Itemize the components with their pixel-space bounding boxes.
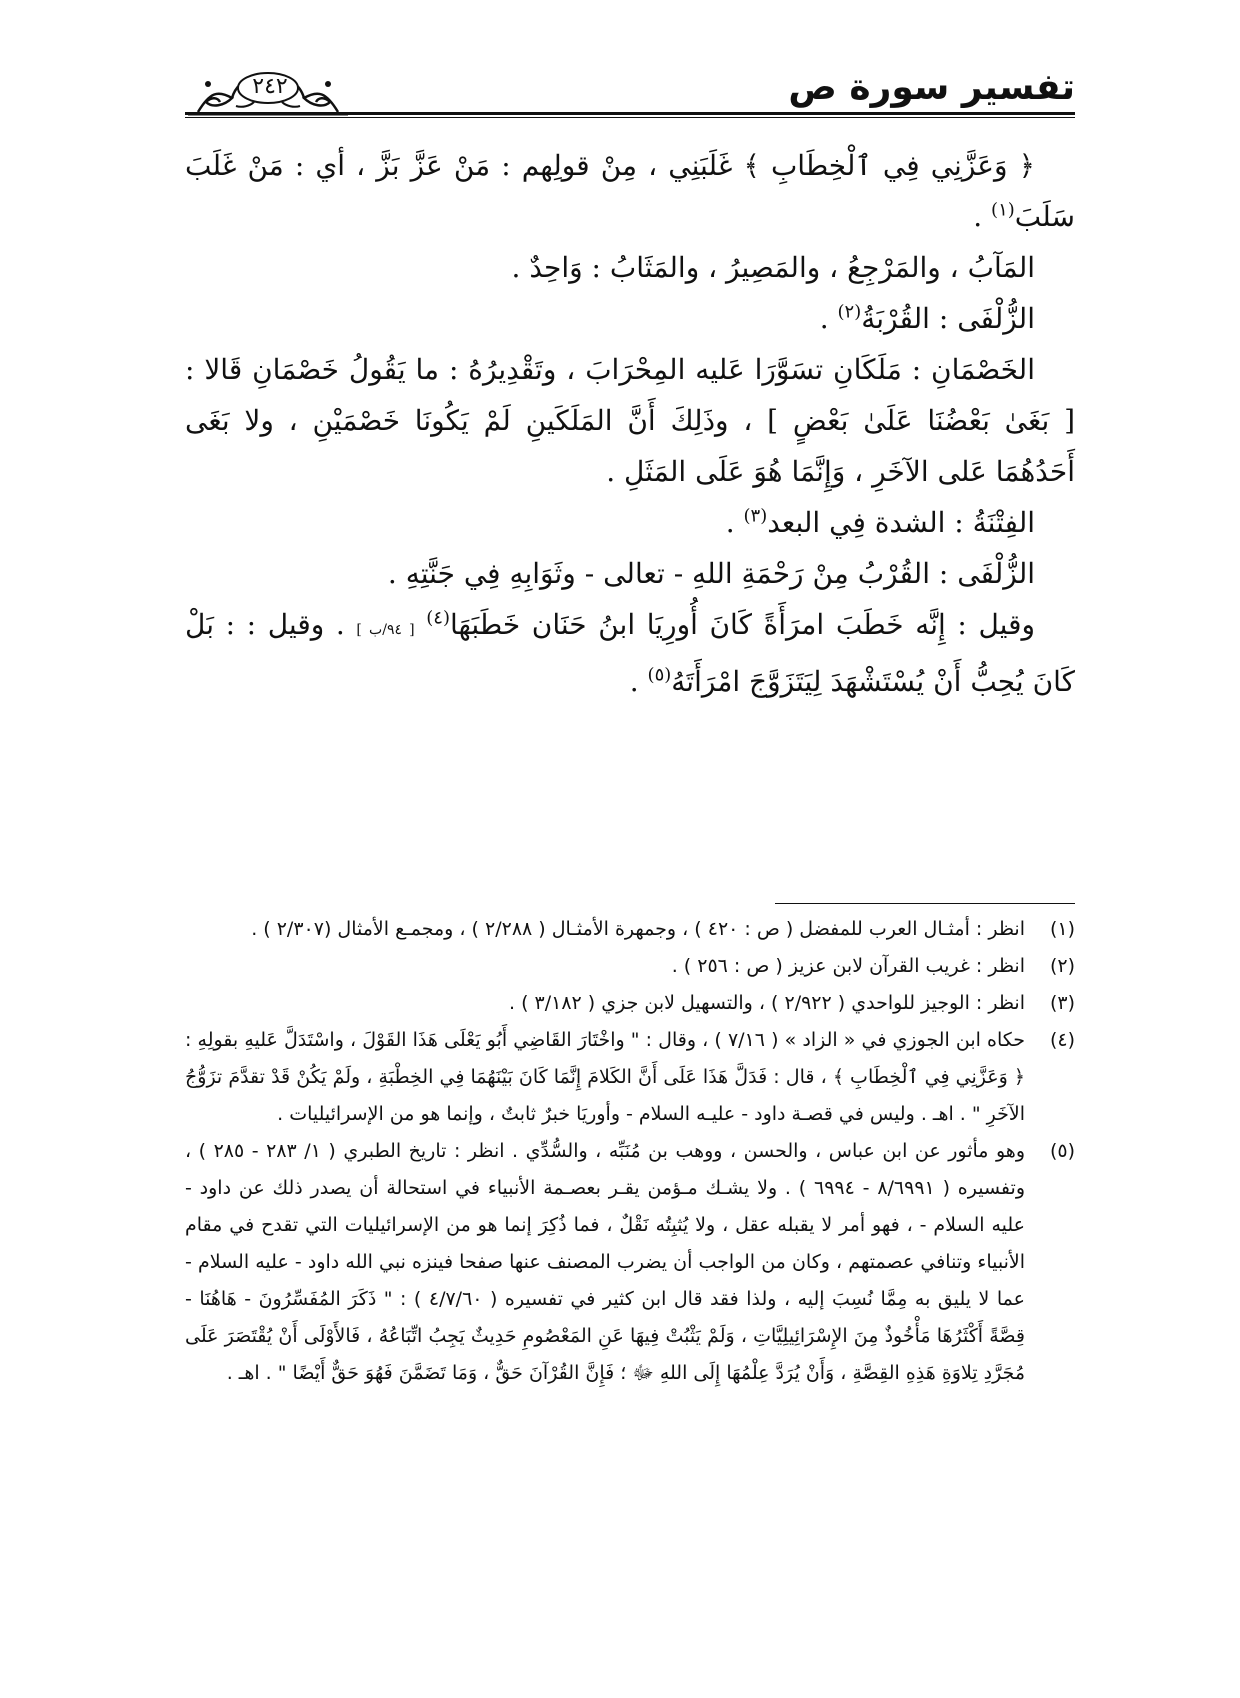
header-divider xyxy=(185,112,1075,115)
footnote-1 xyxy=(185,911,1075,948)
footnote-3 xyxy=(185,985,1075,1022)
paragraph-1-end: . xyxy=(973,200,983,233)
footnote-text: انظر : غريب القرآن لابن عزيز ( ص : ٢٥٦ ) . xyxy=(671,955,1025,977)
footnote-ref-2[interactable]: (٢) xyxy=(837,301,862,323)
footnote-text: انظر : أمثـال العرب للمفضل ( ص : ٤٢٠ ) ، وجمهرة الأمثـال ( ٢/٢٨٨ ) ، ومجمـع الأمثال (٢/٣٠٧ ) . xyxy=(251,918,1025,940)
footnote-number: (٤) xyxy=(1049,1029,1075,1051)
paragraph-7-text-b: . وقيل : : بَلْ كَانَ يُحِبُّ أَنْ يُسْتَشْهَدَ لِيَتَزَوَّجَ امْرَأَتَهُ xyxy=(185,608,1075,698)
footnote-2 xyxy=(185,948,1075,985)
page-number: ٢٤٢ xyxy=(252,74,288,99)
footnote-number: (٥) xyxy=(1049,1140,1075,1162)
footnote-number: (٣) xyxy=(1049,992,1075,1014)
paragraph-1-text: ﴿ وَعَزَّنِي فِي ٱلْخِطَابِ ﴾ غَلَبَنِي ، مِنْ قولِهم : مَنْ عَزَّ بَزَّ ، أي : مَنْ غَلَبَ سَلَبَ xyxy=(185,149,1075,233)
paragraph-5 xyxy=(185,497,1075,548)
footnote-text: وهو مأثور عن ابن عباس ، والحسن ، ووهب بن مُنَبِّه ، والسُّدِّي . انظر : تاريخ الطبري ( ١/ ٢٨٣ - ٢٨٥ ) ، وتفسيره ( ٨/٦٩٩١ - ٦٩٩٤ ) . ولا يشـك مـؤمن يقـر بعصـمة الأنبياء في استحالة أن يصدر ذلك عن داود - عليه السلام - ، فهو أمر لا يقبله عقل ، ولا يُثبِتُه نَقْلٌ ، فما ذُكِرَ إنما هو من الإسرائيليات التي تقدح في مقام الأنبياء وتنافي عصمتهم ، وكان من الواجب أن يضرب المصنف عنها صفحا فينزه نبي الله داود - عليه السلام - عما لا يليق به مِمَّا نُسِبَ إليه ، ولذا فقد قال ابن كثير في تفسيره ( ٤/٧/٦٠ ) : " ذَكَرَ المُفَسِّرُونَ - هَاهُنَا - قِصَّةً أَكْثَرُهَا مَأْخُوذٌ مِنَ الإِسْرَائِيلِيَّاتِ ، وَلَمْ يَثْبُتْ فِيهَا عَنِ المَعْصُومِ حَدِيثٌ يَجِبُ اتِّبَاعُهُ ، فَالأَوْلَى أَنْ يُقْتَصَرَ عَلَى مُجَرَّدِ تِلاوَةِ هَذِهِ القِصَّةِ ، وَأَنْ يُرَدَّ عِلْمُهَا إِلَى اللهِ ﷻ ؛ فَإِنَّ القُرْآنَ حَقٌّ ، وَمَا تَضَمَّنَ فَهُوَ حَقٌّ أَيْضًا " . اهـ . xyxy=(185,1140,1025,1384)
footnote-text: انظر : الوجيز للواحدي ( ٢/٩٢٢ ) ، والتسهيل لابن جزي ( ٣/١٨٢ ) . xyxy=(509,992,1025,1014)
footnote-4 xyxy=(185,1022,1075,1133)
manuscript-folio-marker: [ ٩٤/ب ] xyxy=(356,622,415,638)
paragraph-5-end: . xyxy=(725,506,735,539)
footnote-ref-1[interactable]: (١) xyxy=(991,199,1015,221)
paragraph-2: المَآبُ ، والمَرْجِعُ ، والمَصِيرُ ، والمَثَابُ : وَاحِدٌ . xyxy=(511,251,1035,284)
paragraph-3 xyxy=(185,293,1075,344)
paragraph-6: الزُّلْفَى : القُرْبُ مِنْ رَحْمَةِ اللهِ - تعالى - وثَوَابِهِ فِي جَنَّتِهِ . xyxy=(387,557,1035,590)
paragraph-3-text: الزُّلْفَى : القُرْبَةُ xyxy=(861,302,1035,335)
footnote-text: حكاه ابن الجوزي في « الزاد » ( ٧/١٦ ) ، وقال : " واخْتَارَ القَاضِي أَبُو يَعْلَى هَذَا القَوْلَ ، واسْتَدَلَّ عَليهِ بقولِهِ : ﴿ وَعَزَّنِي فِي ٱلْخِطَابِ ﴾ ، قال : فَدَلَّ هَذَا عَلَى أَنَّ الكَلامَ إِنَّمَا كَانَ بَيْنَهُمَا فِي الخِطْبَةِ ، ولَمْ يَكُنْ قَدْ تقدَّمَ تزَوُّجُ الآخَرِ " . اهـ . وليس في قصـة داود - عليـه السلام - وأوريَا خبرٌ ثابتٌ ، وإنما هو من الإسرائيليات . xyxy=(185,1029,1025,1125)
main-text xyxy=(185,140,1075,707)
footnote-ref-5[interactable]: (٥) xyxy=(647,664,672,686)
header-divider-thin xyxy=(185,117,1075,118)
footnote-ref-3[interactable]: (٣) xyxy=(743,505,768,527)
paragraph-7-end: . xyxy=(629,665,639,698)
page-title: تفسير سورة ص xyxy=(788,67,1075,108)
paragraph-7-text-a: وقيل : إِنَّه خَطَبَ امرَأَةً كَانَ أُورِيَا ابنُ حَنَان خَطَبَهَا xyxy=(449,608,1036,641)
paragraph-3-end: . xyxy=(819,302,829,335)
footnotes xyxy=(185,911,1075,1392)
paragraph-5-text: الفِتْنَةُ : الشدة فِي البعد xyxy=(767,506,1035,539)
footnote-5 xyxy=(185,1133,1075,1392)
footnote-ref-4[interactable]: (٤) xyxy=(426,607,450,629)
footnote-number: (٢) xyxy=(1049,955,1075,977)
paragraph-4: الخَصْمَانِ : مَلَكَانِ تسَوَّرَا عَليه المِحْرَابَ ، وتَقْدِيرُهُ : ما يَقُولُ خَصْمَانِ قَالا : [ بَغَىٰ بَعْضُنَا عَلَىٰ بَعْضٍ ] ، وذَلِكَ أَنَّ المَلَكَينِ لَمْ يَكُونَا خَصْمَيْنِ ، ولا بَغَى أَحَدُهُمَا عَلى الآخَرِ ، وَإِنَّمَا هُوَ عَلَى المَثَلِ . xyxy=(185,353,1075,488)
paragraph-7 xyxy=(185,599,1075,707)
footnote-divider xyxy=(775,903,1075,904)
footnote-number: (١) xyxy=(1049,918,1075,940)
paragraph-1 xyxy=(185,140,1075,242)
